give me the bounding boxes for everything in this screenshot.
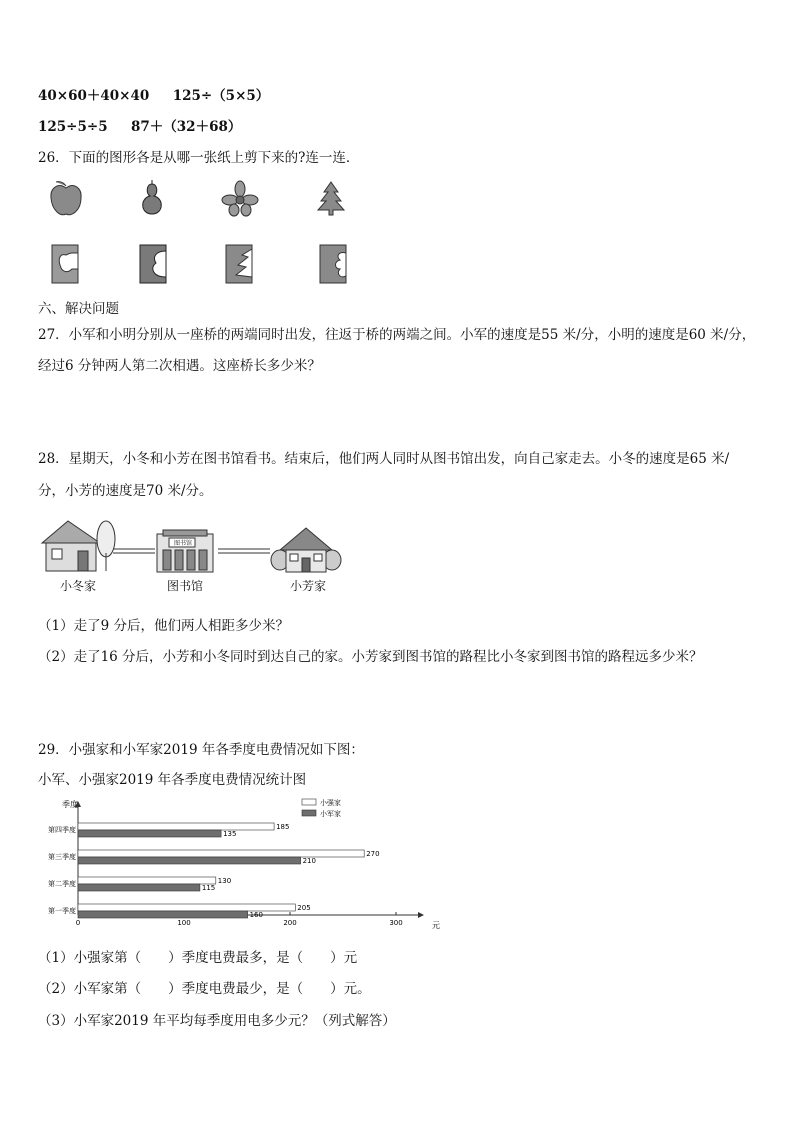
library-sign: 图书馆 (173, 540, 192, 547)
paper-gourd-cutout-icon (138, 243, 168, 285)
question-28-sub-2: （2）走了16 分后，小芳和小冬同时到达自己的家。小芳家到图书馆的路程比小冬家到图书馆的路程远多少米？ (38, 649, 703, 665)
paper-flower-cutout-icon (318, 243, 348, 285)
gourd-shape-icon (134, 178, 170, 218)
category-label: 第二季度 (48, 880, 76, 888)
bar-value-label: 205 (297, 904, 311, 912)
bar-value-label: 130 (217, 877, 232, 885)
calc-line-1 (38, 84, 269, 104)
category-label: 第四季度 (48, 826, 76, 834)
question-28-sub-1: （1）走了9 分后，他们两人相距多少米？ (38, 618, 289, 634)
legend-swatch (302, 810, 316, 816)
calc-expr-1: 40×60＋40×40 (38, 88, 150, 104)
road-left (113, 547, 155, 555)
question-29-sub-1: （1）小强家第（ ）季度电费最多，是（ ）元 (38, 950, 358, 966)
question-29-sub-2: （2）小军家第（ ）季度电费最少，是（ ）元。 (38, 981, 371, 997)
xiaodong-house-icon (38, 513, 118, 573)
calc-expr-2: 125÷（5×5） (172, 88, 270, 104)
question-28-line-2: 分，小芳的速度是70 米/分。 (38, 483, 213, 499)
x-tick-label: 0 (75, 919, 81, 927)
bar-value-label: 135 (223, 830, 237, 838)
question-29-intro: 29．小强家和小军家2019 年各季度电费情况如下图： (38, 742, 364, 758)
legend-label: 小强家 (320, 799, 341, 807)
bar-value-label: 160 (249, 911, 263, 919)
bar-value-label: 270 (366, 850, 380, 858)
bar-value-label: 115 (201, 884, 216, 892)
bar (78, 884, 200, 891)
bar (78, 877, 216, 884)
bar (78, 830, 221, 837)
electricity-bar-chart (30, 797, 440, 937)
library-label: 图书馆 (166, 579, 203, 593)
category-label: 第三季度 (48, 853, 76, 861)
paper-apple-cutout-icon (50, 243, 80, 285)
legend-label: 小军家 (320, 810, 341, 818)
bar (78, 904, 295, 911)
road-right (218, 547, 270, 555)
section-heading: 六、解决问题 (38, 301, 119, 317)
x-tick-label: 100 (177, 919, 191, 927)
x-tick-label: 200 (283, 919, 297, 927)
x-axis-arrow (418, 912, 424, 918)
category-label: 第一季度 (48, 907, 76, 915)
question-27-line-1: 27．小军和小明分别从一座桥的两端同时出发，往返于桥的两端之间。小军的速度是55 米/分，小明的速度是60 米/分， (38, 327, 756, 343)
bar (78, 857, 301, 864)
apple-shape-icon (48, 180, 84, 218)
bar (78, 850, 364, 857)
question-28-line-1: 28．星期天，小冬和小芳在图书馆看书。结束后，他们两人同时从图书馆出发，向自己家走去。小冬的速度是65 米/ (38, 451, 730, 467)
y-axis-label: 季度 (62, 800, 78, 809)
chart-title: 小军、小强家2019 年各季度电费情况统计图 (38, 772, 307, 788)
question-26: 26．下面的图形各是从哪一张纸上剪下来的?连一连． (38, 150, 360, 166)
library-building-icon (155, 528, 215, 574)
bar (78, 823, 274, 830)
x-tick-label: 300 (389, 919, 403, 927)
xiaofang-home-label: 小芳家 (289, 579, 326, 593)
calc-line-2 (38, 115, 241, 135)
question-29-sub-3: （3）小军家2019 年平均每季度用电多少元？（列式解答） (38, 1013, 396, 1029)
x-axis-label: 元 (432, 921, 440, 930)
bar-value-label: 210 (302, 857, 316, 865)
bar-value-label: 185 (276, 823, 290, 831)
legend-swatch (302, 799, 316, 805)
paper-tree-cutout-icon (224, 243, 254, 285)
flower-shape-icon (220, 180, 260, 216)
xiaodong-home-label: 小冬家 (59, 579, 96, 593)
calc-expr-4: 87＋（32＋68） (131, 119, 242, 135)
calc-expr-3: 125÷5÷5 (38, 119, 108, 135)
bar (78, 911, 248, 918)
tree-shape-icon (316, 180, 346, 216)
xiaofang-house-icon (270, 522, 342, 574)
question-27-line-2: 经过6 分钟两人第二次相遇。这座桥长多少米？ (38, 358, 321, 374)
